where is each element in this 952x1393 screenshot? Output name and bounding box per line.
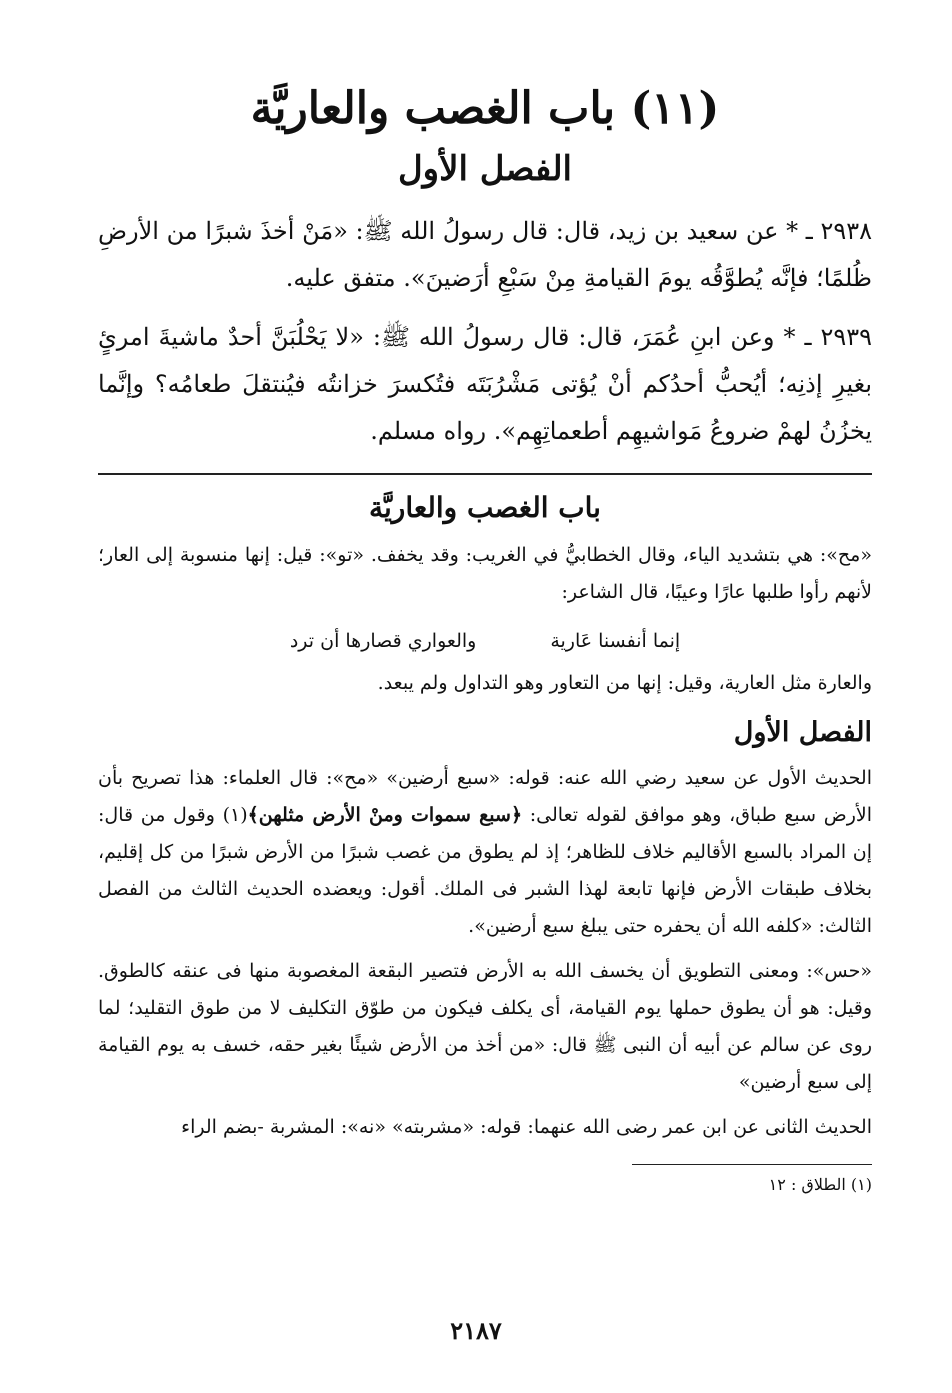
chapter-title: (١١) باب الغصب والعاريَّة bbox=[250, 83, 720, 134]
p1-text-after: (١) وقول من قال: إن المراد بالسبع الأقاليم خلاف للظاهر؛ إذ لم يطوق من غصب شبرًا من الأرض شبرًا من كل إقليم، بخلاف طبقات الأرض فإنها تابعة لهذا الشبر فى الملك. أقول: ويعضده الحديث الثالث من الفصل الثالث: «كلفه الله أن يحفره حتى يبلغ سبع أرضين». bbox=[98, 804, 872, 937]
section-title: الفصل الأول bbox=[397, 149, 573, 189]
footnote-divider bbox=[632, 1164, 872, 1165]
p1-text-before: الحديث الأول عن سعيد رضي الله عنه: قوله: «سبع أرضين» «مح»: قال العلماء: هذا تصريح بأن الأرض سبع طباق، وهو موافق لقوله تعالى: bbox=[98, 767, 872, 826]
hadith-2939: ٢٩٣٩ ـ * وعن ابنِ عُمَرَ، قال: قال رسولُ الله ﷺ: «لا يَحْلُبَنَّ أحدٌ ماشيةَ امرئٍ بغيرِ إذنِه؛ أيُحبُّ أحدُكم أنْ يُؤتى مَشْرُبَتَه فتُكسرَ خزانتُه فيُنتقلَ طعامُه؟ وإنَّما يخزُنُ لهمْ ضروعُ مَواشيهِم أطعماتِهِم». رواه مسلم. bbox=[98, 323, 872, 445]
commentary-section-head: الفصل الأول bbox=[733, 717, 872, 748]
commentary-paragraph-3: الحديث الثانى عن ابن عمر رضى الله عنهما: قوله: «مشربته» «نه»: المشربة -بضم الراء bbox=[181, 1116, 872, 1138]
page-number: ٢١٨٧ bbox=[450, 1316, 502, 1345]
commentary-title: باب الغصب والعاريَّة bbox=[369, 491, 601, 524]
commentary-after-poem: والعارة مثل العارية، وقيل: إنها من التعاور وهو التداول ولم يبعد. bbox=[377, 672, 872, 694]
footnote: (١) الطلاق : ١٢ bbox=[768, 1175, 872, 1194]
divider bbox=[98, 473, 872, 475]
poem-second-hemistich: والعواري قصارها أن ترد bbox=[289, 630, 477, 652]
quran-verse: ﴿سبع سموات ومنْ الأرض مثلهن﴾ bbox=[247, 804, 523, 826]
commentary-paragraph-1 bbox=[98, 760, 872, 945]
poem-verse bbox=[98, 619, 872, 663]
poem-first-hemistich: إنما أنفسنا عَارية bbox=[550, 630, 681, 652]
commentary-paragraph-2: «حس»: ومعنى التطويق أن يخسف الله به الأرض فتصير البقعة المغصوبة منها فى عنقه كالطوق. وقيل: هو أن يطوق حملها يوم القيامة، أى يكلف فيكون من طوّق التكليف لا من طوق التقليد؛ لما روى عن سالم عن أبيه أن النبى ﷺ قال: «من أخذ من الأرض شيئًا بغير حقه، خسف به يوم القيامة إلى سبع أرضين» bbox=[98, 960, 872, 1093]
commentary-intro: «مح»: هي بتشديد الياء، وقال الخطابيُّ في الغريب: وقد يخفف. «تو»: قيل: إنها منسوبة إلى العار؛ لأنهم رأوا طلبها عارًا وعيبًا، قال الشاعر: bbox=[98, 544, 872, 603]
hadith-2938: ٢٩٣٨ ـ * عن سعيد بن زيد، قال: قال رسولُ الله ﷺ: «مَنْ أخذَ شبرًا من الأرضِ ظُلمًا؛ فإنَّه يُطوَّقُه يومَ القيامةِ مِنْ سَبْعِ أرَضينَ». متفق عليه. bbox=[98, 217, 872, 292]
